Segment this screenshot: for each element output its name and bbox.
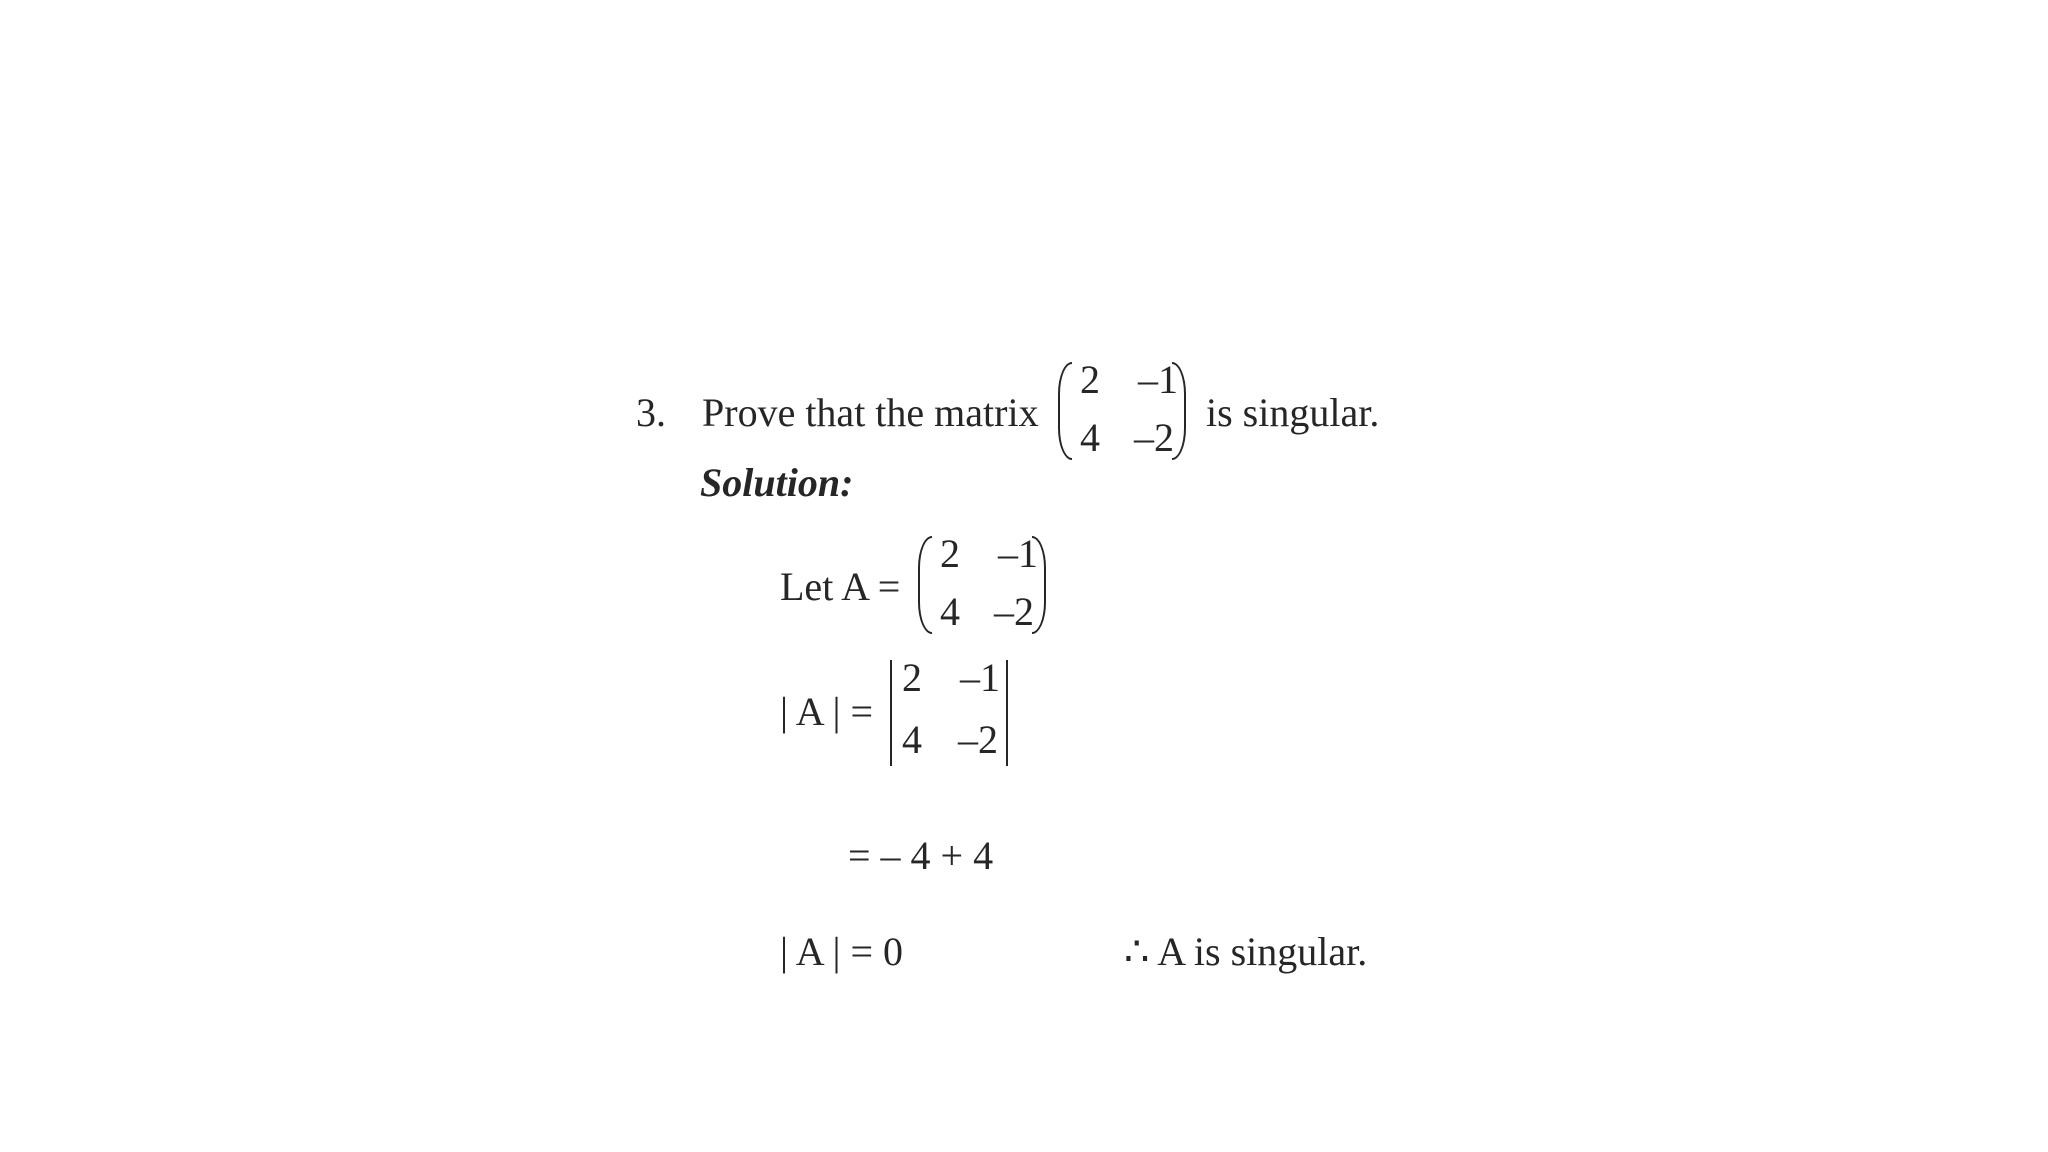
problem-matrix xyxy=(1058,358,1186,470)
det-entry-1-1: 2 xyxy=(902,655,922,700)
determinant xyxy=(886,656,1012,772)
left-parenthesis xyxy=(918,536,932,634)
matrix-entry-1-2: –1 xyxy=(1138,357,1178,402)
left-parenthesis xyxy=(1058,362,1072,460)
right-parenthesis xyxy=(1172,362,1186,460)
matrix-entry-2-1: 4 xyxy=(1080,415,1100,460)
problem-suffix: is singular. xyxy=(1206,390,1380,435)
conclusion: ∴ A is singular. xyxy=(1124,929,1368,974)
det-entry-1-2: –1 xyxy=(960,655,1000,700)
right-parenthesis xyxy=(1032,536,1046,634)
matrix-entry-1-1: 2 xyxy=(1080,357,1100,402)
problem-prefix: Prove that the matrix xyxy=(702,390,1039,435)
problem-number: 3. xyxy=(636,390,666,435)
matrix-entry-1-1: 2 xyxy=(940,531,960,576)
expansion-line: = – 4 + 4 xyxy=(848,833,994,878)
matrix-entry-2-1: 4 xyxy=(940,589,960,634)
det-entry-2-1: 4 xyxy=(902,717,922,762)
matrix-entry-1-2: –1 xyxy=(998,531,1038,576)
solution-matrix xyxy=(918,532,1046,644)
matrix-entry-2-2: –2 xyxy=(1134,415,1174,460)
matrix-entry-2-2: –2 xyxy=(994,589,1034,634)
let-label: Let A = xyxy=(780,564,901,609)
solution-heading: Solution: xyxy=(700,460,854,505)
determinant-label: | A | = xyxy=(780,689,874,734)
right-determinant-bar xyxy=(1006,660,1008,766)
left-determinant-bar xyxy=(890,660,892,766)
determinant-result: | A | = 0 xyxy=(780,929,904,974)
det-entry-2-2: –2 xyxy=(958,717,998,762)
